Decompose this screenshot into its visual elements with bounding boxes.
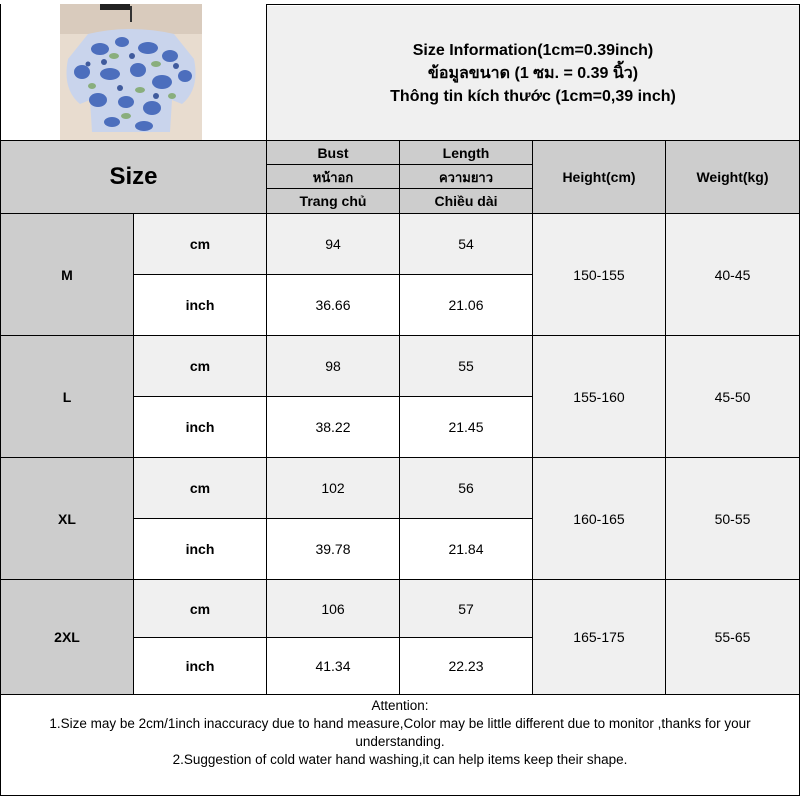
unit-cm: cm [134, 580, 266, 637]
weight-value: 55-65 [666, 580, 799, 694]
attention-note [0, 695, 800, 794]
length-cm-value: 57 [400, 580, 532, 637]
length-header-vi: Chiều dài [400, 189, 532, 213]
attention-title: Attention: [371, 698, 429, 713]
bust-header-vi: Trang chủ [267, 189, 399, 213]
unit-inch: inch [134, 397, 266, 457]
size-cell-l: L [1, 336, 133, 457]
length-inch-value: 21.06 [400, 275, 532, 335]
length-cm-value: 54 [400, 214, 532, 274]
bust-inch-value: 39.78 [267, 519, 399, 579]
length-inch-value: 22.23 [400, 638, 532, 694]
unit-inch: inch [134, 275, 266, 335]
info-line-thai: ข้อมูลขนาด (1 ซม. = 0.39 นิ้ว) [427, 64, 639, 82]
length-header-en: Length [400, 141, 532, 165]
bust-cm-value: 106 [267, 580, 399, 637]
bust-cm-value: 94 [267, 214, 399, 274]
weight-value: 40-45 [666, 214, 799, 335]
bust-inch-value: 38.22 [267, 397, 399, 457]
length-cm-value: 56 [400, 458, 532, 518]
length-header-th: ความยาว [400, 165, 532, 189]
attention-line-2: 2.Suggestion of cold water hand washing,it can help items keep their shape. [172, 752, 628, 767]
unit-cm: cm [134, 458, 266, 518]
height-header: Height(cm) [533, 141, 665, 213]
length-inch-value: 21.45 [400, 397, 532, 457]
size-header: Size [1, 141, 266, 213]
bust-header-en: Bust [267, 141, 399, 165]
bust-inch-value: 41.34 [267, 638, 399, 694]
height-value: 150-155 [533, 214, 665, 335]
size-cell-m: M [1, 214, 133, 335]
length-inch-value: 21.84 [400, 519, 532, 579]
bust-inch-value: 36.66 [267, 275, 399, 335]
weight-value: 45-50 [666, 336, 799, 457]
unit-cm: cm [134, 214, 266, 274]
unit-cm: cm [134, 336, 266, 396]
weight-header: Weight(kg) [666, 141, 799, 213]
info-line-vietnamese: Thông tin kích thước (1cm=0,39 inch) [390, 87, 676, 105]
bust-cm-value: 102 [267, 458, 399, 518]
height-value: 155-160 [533, 336, 665, 457]
size-cell-xl: XL [1, 458, 133, 579]
height-value: 165-175 [533, 580, 665, 694]
product-photo [60, 4, 202, 140]
size-information-header [267, 6, 799, 140]
unit-inch: inch [134, 638, 266, 694]
height-value: 160-165 [533, 458, 665, 579]
info-line-english: Size Information(1cm=0.39inch) [412, 41, 654, 59]
bust-cm-value: 98 [267, 336, 399, 396]
attention-line-1: 1.Size may be 2cm/1inch inaccuracy due to hand measure,Color may be little different due to monitor ,thanks for your understanding. [49, 716, 751, 749]
length-cm-value: 55 [400, 336, 532, 396]
floral-blouse-image [60, 4, 202, 140]
bust-header-th: หน้าอก [267, 165, 399, 189]
weight-value: 50-55 [666, 458, 799, 579]
size-cell-2xl: 2XL [1, 580, 133, 694]
unit-inch: inch [134, 519, 266, 579]
